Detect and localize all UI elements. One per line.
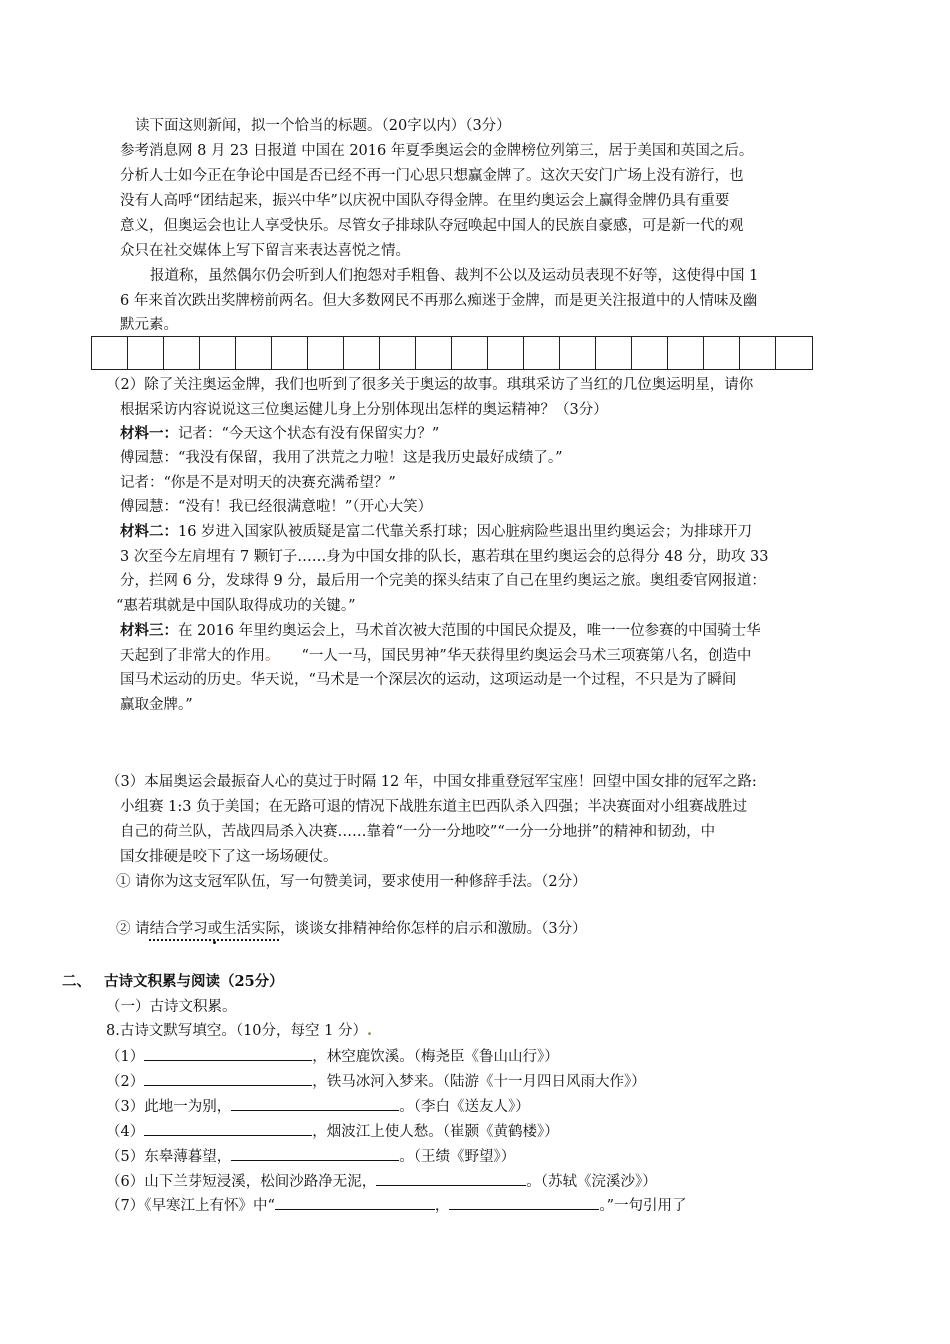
item-text: ，林空鹿饮溪。（梅尧臣《鲁山山行》） (312, 1049, 559, 1065)
q3-line-2: 小组赛 1:3 负于美国；在无路可退的情况下战胜东道主巴西队杀入四强；半决赛面对小组赛战胜过 (120, 799, 748, 815)
answer-cell[interactable] (488, 337, 524, 369)
material-2-line-3: 分，拦网 6 分，发球得 9 分，最后用一个完美的探头结束了自己在里约奥运之旅。奥组委官网报道： (120, 573, 766, 589)
answer-cell[interactable] (200, 337, 236, 369)
material-3-text: 在 2016 年里约奥运会上，马术首次被大范围的中国民众提及，唯一一位参赛的中国骑士华 (178, 623, 761, 639)
answer-grid[interactable] (91, 336, 813, 370)
material-3-line-2 (120, 646, 751, 666)
material-3-line-1 (120, 621, 761, 641)
q3-line-1: （3）本届奥运会最振奋人心的莫过于时隔 12 年，中国女排重登冠军宝座！回望中国女排的冠军之路: (106, 774, 757, 790)
news-line-6: 报道称，虽然偶尔仍会听到人们抱怨对手粗鲁、裁判不公以及运动员表现不好等，这使得中国 1 (150, 268, 759, 284)
red-period-mark: 。 (265, 648, 280, 664)
material-1-line-1 (120, 424, 439, 444)
fill-blank[interactable] (275, 1195, 435, 1210)
poem-item-5 (106, 1146, 515, 1167)
material-1-text: 记者：“今天这个状态有没有保留实力？” (178, 426, 440, 442)
item-text: ， (434, 1198, 450, 1214)
answer-cell[interactable] (416, 337, 452, 369)
sub-section-1: （一）古诗文积累。 (106, 999, 237, 1015)
material-2-text: 16 岁进入国家队被质疑是富二代靠关系打球；因心脏病险些退出里约奥运会；为排球开刀 (178, 524, 753, 540)
fill-blank[interactable] (231, 1096, 399, 1111)
answer-cell[interactable] (668, 337, 704, 369)
material-1-label: 材料一： (120, 425, 178, 442)
answer-cell[interactable] (596, 337, 632, 369)
answer-cell[interactable] (452, 337, 488, 369)
answer-cell[interactable] (776, 337, 812, 369)
item-text: 。（王绩《野望》） (399, 1149, 516, 1165)
material-1-line-2: 傅园慧：“我没有保留，我用了洪荒之力啦！这是我历史最好成绩了。” (120, 450, 563, 466)
answer-cell[interactable] (380, 337, 416, 369)
green-dot-mark: . (366, 1022, 373, 1039)
q3-sub-2-a: ② 请 (116, 921, 150, 937)
q3-sub-2 (116, 919, 587, 939)
item-prefix: （1） (106, 1049, 145, 1065)
news-line-4: 意义，但奥运会也让人享受快乐。尽管女子排球队夺冠唤起中国人的民族自豪感，可是新一代的观 (120, 218, 744, 234)
q8-prompt (106, 1021, 372, 1041)
news-line-1: 参考消息网 8 月 23 日报道 中国在 2016 年夏季奥运会的金牌榜位列第三，居于美国和英国之后。 (120, 143, 754, 159)
q3-sub-1: ① 请你为这支冠军队伍，写一句赞美词，要求使用一种修辞手法。（2分） (116, 874, 587, 890)
fill-blank[interactable] (449, 1195, 599, 1210)
q2-line-2: 根据采访内容说说这三位奥运健儿身上分别体现出怎样的奥运精神？（3分） (120, 402, 608, 418)
material-2-line-2: 3 次至今左肩埋有 7 颗钉子……身为中国女排的队长，惠若琪在里约奥运会的总得分 48 分，助攻 33 (120, 549, 769, 565)
answer-cell[interactable] (344, 337, 380, 369)
poem-item-3 (106, 1096, 530, 1117)
poem-item-7 (106, 1195, 687, 1216)
material-3-text: “一人一马，国民男神”华天获得里约奥运会马术三项赛第八名，创造中 (301, 648, 752, 664)
answer-cell[interactable] (92, 337, 128, 369)
q3-line-4: 国女排硬是咬下了这一场场硬仗。 (120, 849, 338, 865)
answer-cell[interactable] (128, 337, 164, 369)
answer-cell[interactable] (740, 337, 776, 369)
item-text: 。”一句引用了 (599, 1198, 687, 1214)
material-1-line-3: 记者：“你是不是对明天的决赛充满希望？” (120, 475, 396, 491)
item-prefix: （6）山下兰芽短浸溪，松间沙路净无泥， (106, 1174, 377, 1190)
answer-cell[interactable] (272, 337, 308, 369)
fill-blank[interactable] (231, 1146, 399, 1161)
q2-line-1: （2）除了关注奥运金牌，我们也听到了很多关于奥运的故事。琪琪采访了当红的几位奥运明星，请你 (106, 377, 754, 393)
item-prefix: （3）此地一为别， (106, 1099, 232, 1115)
item-prefix: （4） (106, 1124, 145, 1140)
item-text: 。（苏轼《浣溪沙》） (526, 1174, 657, 1190)
item-text: ，铁马冰河入梦来。（陆游《十一月四日风雨大作》） (312, 1074, 646, 1090)
answer-cell[interactable] (164, 337, 200, 369)
item-text: 。（李白《送友人》） (399, 1099, 530, 1115)
material-2-line-4: “惠若琪就是中国队取得成功的关键。” (116, 598, 356, 614)
q3-sub-2-b: ，谈谈女排精神给你怎样的启示和激励。（3分） (280, 921, 587, 937)
q1-prompt: 读下面这则新闻，拟一个恰当的标题。（20字以内）（3分） (135, 118, 511, 134)
material-1-line-4: 傅园慧：“没有！我已经很满意啦！”（开心大笑） (120, 499, 433, 515)
section-2-heading: 古诗文积累与阅读（25分） (104, 973, 284, 990)
fill-blank[interactable] (144, 1121, 312, 1136)
fill-blank[interactable] (376, 1171, 526, 1186)
q3-line-3: 自己的荷兰队，苦战四局杀入决赛……靠着“一分一分地咬”“一分一分地拼”的精神和韧劲，中 (120, 824, 716, 840)
item-prefix: （2） (106, 1074, 145, 1090)
poem-item-6 (106, 1171, 657, 1192)
news-line-3: 没有人高呼“团结起来，振兴中华”以庆祝中国队夺得金牌。在里约奥运会上赢得金牌仍具有重要 (120, 193, 730, 209)
news-line-2: 分析人士如今正在争论中国是否已经不再一门心思只想赢金牌了。这次天安门广场上没有游行，也 (120, 168, 744, 184)
q8-text: 8.古诗文默写填空。（10分，每空 1 分） (106, 1023, 367, 1039)
material-2-line-1 (120, 522, 752, 542)
emphasis-dotted-text: 结合学习或生活实际 (149, 921, 281, 937)
fill-blank[interactable] (144, 1071, 312, 1086)
answer-cell[interactable] (560, 337, 596, 369)
answer-cell[interactable] (308, 337, 344, 369)
poem-item-1 (106, 1046, 559, 1067)
item-prefix: （7）《早寒江上有怀》中“ (106, 1198, 275, 1214)
answer-cell[interactable] (524, 337, 560, 369)
answer-cell[interactable] (632, 337, 668, 369)
item-prefix: （5）东皋薄暮望， (106, 1149, 232, 1165)
item-text: ，烟波江上使人愁。（崔颢《黄鹤楼》） (312, 1124, 559, 1140)
material-2-label: 材料二： (120, 523, 178, 540)
section-2-number: 二、 (62, 973, 91, 990)
material-3-text: 天起到了非常大的作用 (120, 648, 265, 664)
material-3-line-3: 国马术运动的历史。华天说，“马术是一个深层次的运动，这项运动是一个过程，不只是为了瞬间 (120, 672, 737, 688)
poem-item-2 (106, 1071, 646, 1092)
news-line-5: 众只在社交媒体上写下留言来表达喜悦之情。 (120, 243, 410, 259)
news-line-7: 6 年来首次跌出奖牌榜前两名。但大多数网民不再那么痴迷于金牌，而是更关注报道中的人情味及幽 (120, 293, 758, 309)
material-3-line-4: 赢取金牌。” (120, 697, 193, 713)
answer-cell[interactable] (236, 337, 272, 369)
poem-item-4 (106, 1121, 559, 1142)
material-3-label: 材料三： (120, 622, 178, 639)
fill-blank[interactable] (144, 1046, 312, 1061)
answer-cell[interactable] (704, 337, 740, 369)
news-line-8: 默元素。 (120, 317, 178, 333)
